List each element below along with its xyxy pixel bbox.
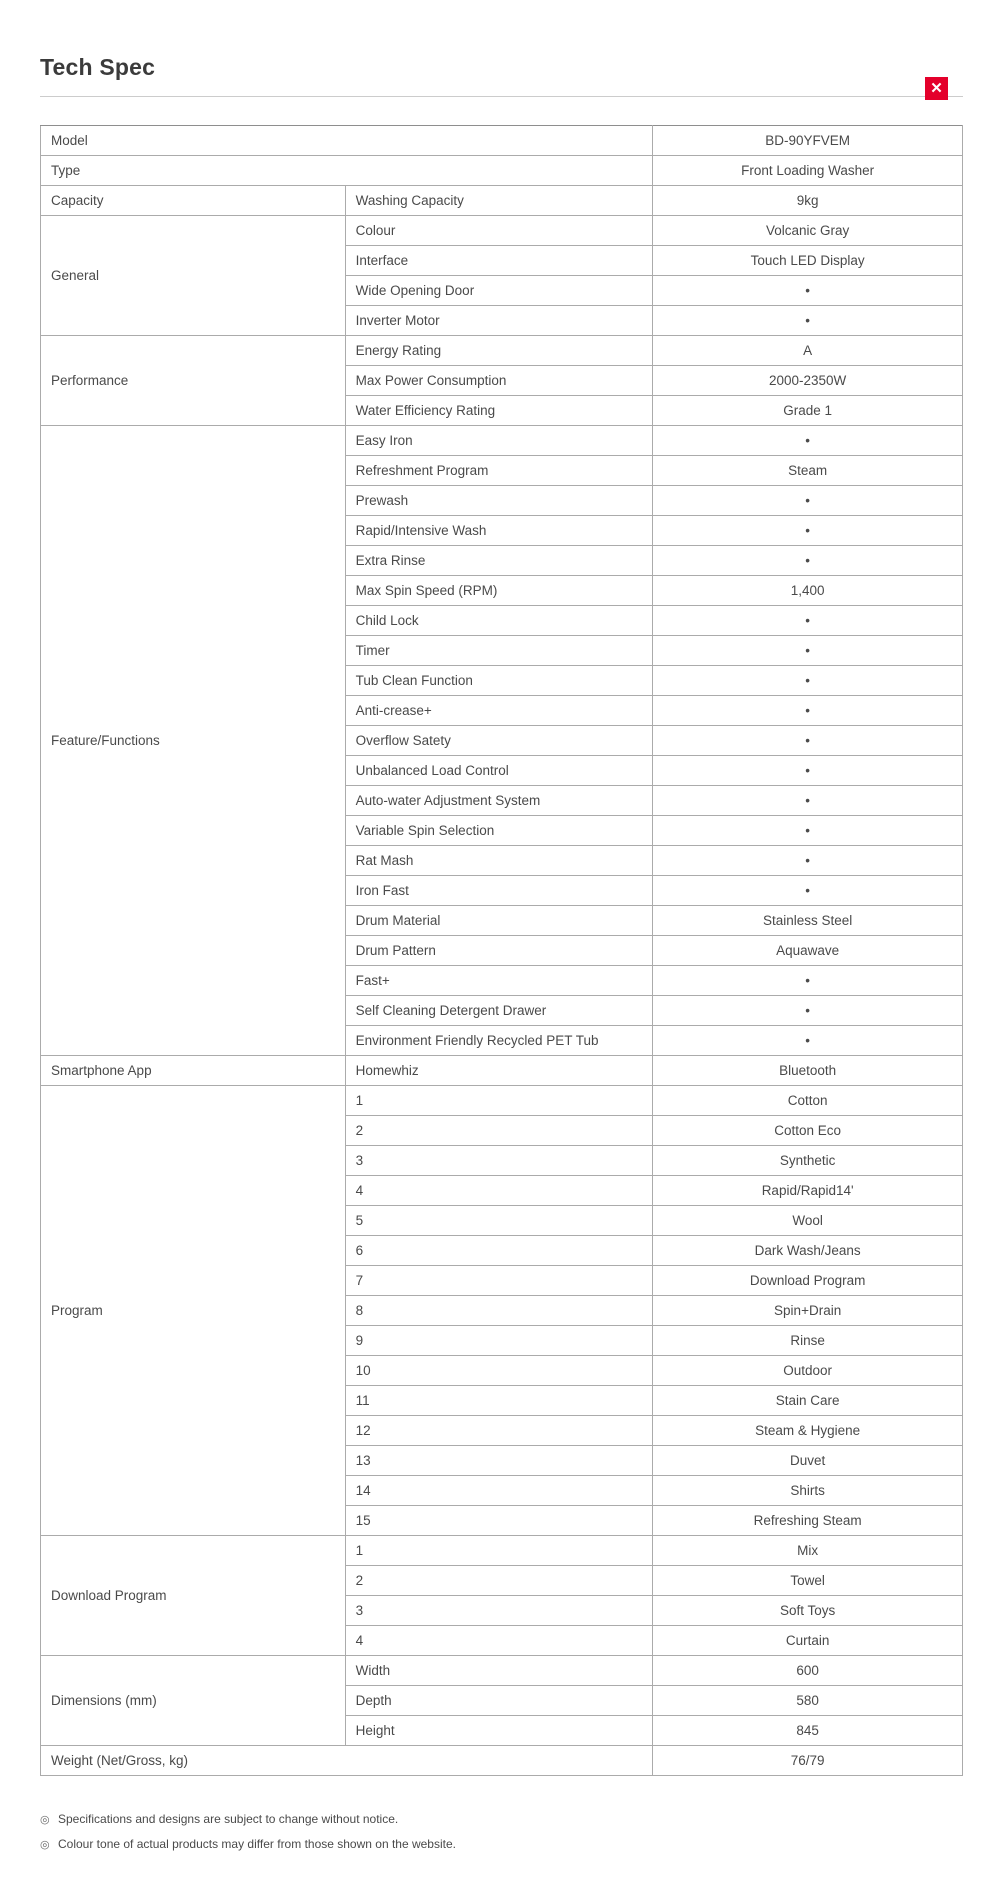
spec-label-cell: Rat Mash (345, 846, 653, 876)
spec-label-cell: 7 (345, 1266, 653, 1296)
spec-label-cell: Max Power Consumption (345, 366, 653, 396)
circled-dot-icon: ◎ (40, 1839, 50, 1851)
tech-spec-table (40, 125, 963, 1776)
spec-value-cell: • (653, 696, 963, 726)
spec-value-cell: • (653, 666, 963, 696)
tech-spec-panel (40, 0, 963, 1862)
spec-label-cell: Fast+ (345, 966, 653, 996)
spec-label-cell: 3 (345, 1596, 653, 1626)
spec-label-cell: 2 (345, 1566, 653, 1596)
spec-value-cell: 2000-2350W (653, 366, 963, 396)
spec-label-cell: Wide Opening Door (345, 276, 653, 306)
spec-value-cell: Grade 1 (653, 396, 963, 426)
spec-label-cell: Variable Spin Selection (345, 816, 653, 846)
spec-label-cell: Refreshment Program (345, 456, 653, 486)
spec-value-cell: Dark Wash/Jeans (653, 1236, 963, 1266)
spec-label-cell: 11 (345, 1386, 653, 1416)
spec-label-cell: Environment Friendly Recycled PET Tub (345, 1026, 653, 1056)
spec-value-cell: 580 (653, 1686, 963, 1716)
spec-value-cell: • (653, 546, 963, 576)
spec-value-cell: 76/79 (653, 1746, 963, 1776)
spec-value-cell: • (653, 996, 963, 1026)
table-row (41, 1656, 963, 1686)
spec-value-cell: Download Program (653, 1266, 963, 1296)
spec-label-cell: 2 (345, 1116, 653, 1146)
spec-label-cell: Height (345, 1716, 653, 1746)
spec-value-cell: Outdoor (653, 1356, 963, 1386)
table-row (41, 126, 963, 156)
spec-value-cell: Stainless Steel (653, 906, 963, 936)
close-button[interactable] (925, 77, 948, 100)
spec-label-cell: 1 (345, 1536, 653, 1566)
table-row (41, 1086, 963, 1116)
spec-value-cell: Rinse (653, 1326, 963, 1356)
spec-label-cell: Rapid/Intensive Wash (345, 516, 653, 546)
spec-label-cell: 5 (345, 1206, 653, 1236)
spec-value-cell: • (653, 486, 963, 516)
spec-label-cell: Overflow Satety (345, 726, 653, 756)
spec-label-cell: Homewhiz (345, 1056, 653, 1086)
spec-label-cell: Iron Fast (345, 876, 653, 906)
spec-label-cell: 4 (345, 1176, 653, 1206)
spec-label-cell: 4 (345, 1626, 653, 1656)
spec-label-cell: Colour (345, 216, 653, 246)
spec-label-cell: Interface (345, 246, 653, 276)
spec-value-cell: • (653, 1026, 963, 1056)
spec-label-cell: Easy Iron (345, 426, 653, 456)
spec-value-cell: Wool (653, 1206, 963, 1236)
spec-value-cell: A (653, 336, 963, 366)
footnote-item (40, 1812, 963, 1826)
spec-category-cell: Weight (Net/Gross, kg) (41, 1746, 653, 1776)
spec-label-cell: Drum Material (345, 906, 653, 936)
table-row (41, 1536, 963, 1566)
spec-label-cell: 13 (345, 1446, 653, 1476)
spec-label-cell: Anti-crease+ (345, 696, 653, 726)
spec-label-cell: Auto-water Adjustment System (345, 786, 653, 816)
spec-value-cell: Curtain (653, 1626, 963, 1656)
spec-label-cell: Depth (345, 1686, 653, 1716)
spec-label-cell: Washing Capacity (345, 186, 653, 216)
spec-label-cell: Max Spin Speed (RPM) (345, 576, 653, 606)
spec-label-cell: 3 (345, 1146, 653, 1176)
spec-value-cell: Duvet (653, 1446, 963, 1476)
spec-label-cell: Self Cleaning Detergent Drawer (345, 996, 653, 1026)
spec-value-cell: Steam (653, 456, 963, 486)
spec-label-cell: Tub Clean Function (345, 666, 653, 696)
spec-value-cell: • (653, 636, 963, 666)
spec-value-cell: Towel (653, 1566, 963, 1596)
spec-value-cell: Mix (653, 1536, 963, 1566)
spec-value-cell: Soft Toys (653, 1596, 963, 1626)
spec-label-cell: 6 (345, 1236, 653, 1266)
spec-label-cell: 14 (345, 1476, 653, 1506)
spec-value-cell: • (653, 786, 963, 816)
spec-value-cell: 845 (653, 1716, 963, 1746)
spec-category-cell: Download Program (41, 1536, 346, 1656)
spec-value-cell: Volcanic Gray (653, 216, 963, 246)
spec-value-cell: • (653, 816, 963, 846)
spec-value-cell: • (653, 606, 963, 636)
spec-category-cell: Feature/Functions (41, 426, 346, 1056)
footnote-text: Specifications and designs are subject to change without notice. (58, 1812, 399, 1826)
spec-label-cell: Water Efficiency Rating (345, 396, 653, 426)
spec-label-cell: Inverter Motor (345, 306, 653, 336)
spec-category-cell: Performance (41, 336, 346, 426)
spec-label-cell: Unbalanced Load Control (345, 756, 653, 786)
header-divider (40, 96, 963, 97)
spec-label-cell: Width (345, 1656, 653, 1686)
spec-label-cell: Child Lock (345, 606, 653, 636)
spec-value-cell: Steam & Hygiene (653, 1416, 963, 1446)
close-icon: ✕ (930, 80, 943, 97)
spec-category-cell: Program (41, 1086, 346, 1536)
spec-category-cell: Smartphone App (41, 1056, 346, 1086)
spec-label-cell: 15 (345, 1506, 653, 1536)
spec-value-cell: Cotton Eco (653, 1116, 963, 1146)
spec-category-cell: Capacity (41, 186, 346, 216)
spec-value-cell: Stain Care (653, 1386, 963, 1416)
spec-value-cell: 600 (653, 1656, 963, 1686)
spec-label-cell: 1 (345, 1086, 653, 1116)
spec-label-cell: 12 (345, 1416, 653, 1446)
spec-value-cell: 9kg (653, 186, 963, 216)
spec-value-cell: Shirts (653, 1476, 963, 1506)
spec-value-cell: • (653, 306, 963, 336)
spec-value-cell: • (653, 426, 963, 456)
spec-value-cell: Synthetic (653, 1146, 963, 1176)
spec-value-cell: Rapid/Rapid14' (653, 1176, 963, 1206)
spec-label-cell: Drum Pattern (345, 936, 653, 966)
spec-label-cell: 9 (345, 1326, 653, 1356)
spec-label-cell: Timer (345, 636, 653, 666)
table-row (41, 156, 963, 186)
table-row (41, 336, 963, 366)
page-title: Tech Spec (40, 54, 156, 80)
spec-category-cell: General (41, 216, 346, 336)
spec-value-cell: • (653, 726, 963, 756)
spec-label-cell: 8 (345, 1296, 653, 1326)
spec-value-cell: • (653, 276, 963, 306)
table-row (41, 216, 963, 246)
spec-category-cell: Dimensions (mm) (41, 1656, 346, 1746)
spec-value-cell: Refreshing Steam (653, 1506, 963, 1536)
spec-value-cell: Cotton (653, 1086, 963, 1116)
circled-dot-icon: ◎ (40, 1814, 50, 1826)
spec-value-cell: BD-90YFVEM (653, 126, 963, 156)
spec-value-cell: 1,400 (653, 576, 963, 606)
spec-label-cell: Prewash (345, 486, 653, 516)
spec-value-cell: • (653, 846, 963, 876)
spec-label-cell: Extra Rinse (345, 546, 653, 576)
spec-value-cell: Bluetooth (653, 1056, 963, 1086)
footnotes (40, 1812, 963, 1851)
spec-value-cell: Touch LED Display (653, 246, 963, 276)
spec-value-cell: • (653, 756, 963, 786)
spec-label-cell: Energy Rating (345, 336, 653, 366)
table-row (41, 1056, 963, 1086)
table-row (41, 186, 963, 216)
spec-value-cell: Aquawave (653, 936, 963, 966)
spec-category-cell: Type (41, 156, 653, 186)
table-row (41, 426, 963, 456)
spec-value-cell: Front Loading Washer (653, 156, 963, 186)
spec-category-cell: Model (41, 126, 653, 156)
footnote-item (40, 1837, 963, 1851)
spec-label-cell: 10 (345, 1356, 653, 1386)
spec-value-cell: • (653, 876, 963, 906)
spec-value-cell: Spin+Drain (653, 1296, 963, 1326)
spec-value-cell: • (653, 516, 963, 546)
footnote-text: Colour tone of actual products may differ from those shown on the website. (58, 1837, 456, 1851)
table-row (41, 1746, 963, 1776)
spec-value-cell: • (653, 966, 963, 996)
